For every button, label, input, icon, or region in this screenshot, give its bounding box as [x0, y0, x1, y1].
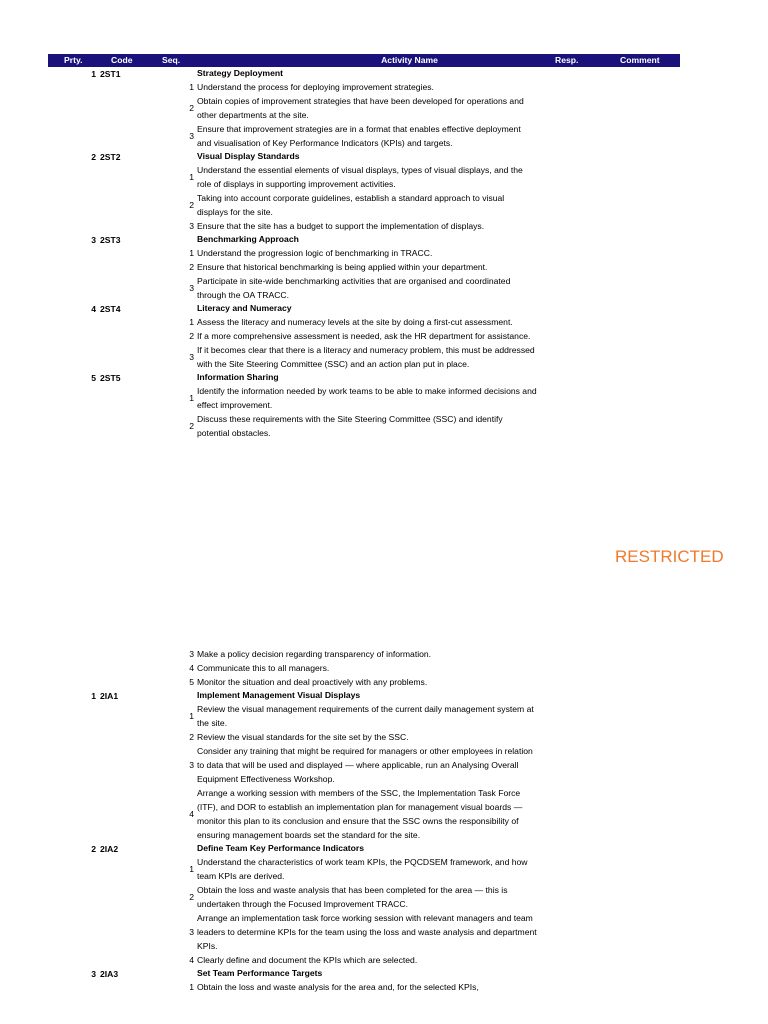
- step-row: [0, 883, 768, 911]
- activity-title: Define Team Key Performance Indicators: [197, 843, 364, 853]
- header-seq: Seq.: [162, 55, 181, 65]
- step-seq: 1: [189, 317, 194, 327]
- activity-code: 2ST1: [100, 68, 121, 79]
- step-row: [0, 315, 768, 329]
- activity-priority: 2: [91, 843, 96, 854]
- step-text: Obtain the loss and waste analysis for the area and, for the selected KPIs,: [197, 982, 479, 992]
- step-row: [0, 274, 768, 302]
- activity-code: 2IA2: [100, 843, 119, 854]
- step-seq: 4: [189, 663, 194, 673]
- activity-title: Set Team Performance Targets: [197, 968, 323, 978]
- activity-title: Literacy and Numeracy: [197, 303, 292, 313]
- step-seq: 1: [189, 82, 194, 92]
- activity-title: Benchmarking Approach: [197, 234, 299, 244]
- step-text: Understand the characteristics of work team KPIs, the PQCDSEM framework, and how team KPIs are derived.: [197, 857, 528, 881]
- activity-title-row: [0, 371, 768, 384]
- activity-code: 2ST4: [100, 303, 121, 314]
- step-seq: 4: [189, 809, 194, 819]
- activity-priority: 3: [91, 968, 96, 979]
- table-header: [48, 54, 680, 67]
- step-text: Review the visual management requirements of the current daily management system at the site.: [197, 704, 534, 728]
- header-code: Code: [111, 55, 133, 65]
- step-row: [0, 855, 768, 883]
- activity-title-row: [0, 67, 768, 80]
- step-text: Ensure that improvement strategies are in a format that enables effective deployment and visualisation of Key Performance Indicators (KPIs) and targets.: [197, 124, 521, 148]
- activity-title: Strategy Deployment: [197, 68, 283, 78]
- activity-title-row: [0, 302, 768, 315]
- step-text: Ensure that the site has a budget to support the implementation of displays.: [197, 221, 485, 231]
- step-seq: 3: [189, 283, 194, 293]
- activity-code: 2IA1: [100, 690, 119, 701]
- activity-title: Visual Display Standards: [197, 151, 300, 161]
- step-text: Assess the literacy and numeracy levels at the site by doing a first-cut assessment.: [197, 317, 513, 327]
- activity-title-row: [0, 233, 768, 246]
- step-seq: 1: [189, 172, 194, 182]
- step-row: [0, 911, 768, 953]
- step-text: Arrange an implementation task force working session with relevant managers and team leaders to determine KPIs for the team using the loss and waste analysis and department KPIs.: [197, 913, 537, 951]
- step-seq: 3: [189, 649, 194, 659]
- step-row: [0, 744, 768, 786]
- step-seq: 2: [189, 732, 194, 742]
- step-seq: 1: [189, 248, 194, 258]
- header-comment: Comment: [620, 55, 660, 65]
- activity-code: 2IA3: [100, 968, 119, 979]
- step-text: Obtain copies of improvement strategies that have been developed for operations and other departments at the site.: [197, 96, 524, 120]
- step-text: Monitor the situation and deal proactively with any problems.: [197, 677, 428, 687]
- step-row: [0, 980, 768, 994]
- activity-title-row: [0, 967, 768, 980]
- step-seq: 1: [189, 864, 194, 874]
- step-seq: 2: [189, 262, 194, 272]
- step-text: Discuss these requirements with the Site Steering Committee (SSC) and identify potential obstacles.: [197, 414, 503, 438]
- activity-code: 2ST5: [100, 372, 121, 383]
- step-text: Understand the progression logic of benchmarking in TRACC.: [197, 248, 433, 258]
- step-text: Communicate this to all managers.: [197, 663, 330, 673]
- step-text: Make a policy decision regarding transparency of information.: [197, 649, 432, 659]
- activity-priority: 1: [91, 690, 96, 701]
- step-row: [0, 191, 768, 219]
- upper-activity-list: [0, 67, 768, 440]
- header-prty: Prty.: [64, 55, 83, 65]
- step-seq: 2: [189, 331, 194, 341]
- step-text: Review the visual standards for the site set by the SSC.: [197, 732, 409, 742]
- step-text: Clearly define and document the KPIs which are selected.: [197, 955, 418, 965]
- step-seq: 5: [189, 677, 194, 687]
- step-seq: 3: [189, 352, 194, 362]
- step-seq: 3: [189, 221, 194, 231]
- step-text: Understand the essential elements of visual displays, types of visual displays, and the role of displays in supporting improvement activities.: [197, 165, 523, 189]
- step-row: [0, 647, 768, 661]
- step-row: [0, 246, 768, 260]
- step-text: Identify the information needed by work teams to be able to make informed decisions and effect improvement.: [197, 386, 537, 410]
- activity-title: Information Sharing: [197, 372, 279, 382]
- lower-activity-list: [0, 647, 768, 994]
- activity-priority: 2: [91, 151, 96, 162]
- step-row: [0, 384, 768, 412]
- header-resp: Resp.: [555, 55, 579, 65]
- activity-priority: 1: [91, 68, 96, 79]
- step-seq: 1: [189, 393, 194, 403]
- step-row: [0, 730, 768, 744]
- step-text: If a more comprehensive assessment is needed, ask the HR department for assistance.: [197, 331, 531, 341]
- step-row: [0, 122, 768, 150]
- activity-title: Implement Management Visual Displays: [197, 690, 361, 700]
- step-seq: 3: [189, 760, 194, 770]
- step-row: [0, 329, 768, 343]
- step-seq: 3: [189, 131, 194, 141]
- step-seq: 3: [189, 927, 194, 937]
- activity-priority: 3: [91, 234, 96, 245]
- step-text: Ensure that historical benchmarking is being applied within your department.: [197, 262, 488, 272]
- restricted-label: RESTRICTED: [615, 547, 724, 566]
- activity-priority: 5: [91, 372, 96, 383]
- step-row: [0, 163, 768, 191]
- step-text: Participate in site-wide benchmarking activities that are organised and coordinated through the OA TRACC.: [197, 276, 511, 300]
- step-row: [0, 953, 768, 967]
- step-row: [0, 702, 768, 730]
- activity-priority: 4: [91, 303, 96, 314]
- activity-code: 2ST3: [100, 234, 121, 245]
- step-row: [0, 412, 768, 440]
- header-activity-name: Activity Name: [381, 55, 438, 65]
- activity-title-row: [0, 689, 768, 702]
- step-text: Arrange a working session with members of the SSC, the Implementation Task Force (ITF), and DOR to establish an implementation plan for management visual boards — monitor this plan to its conclusion and ensure that the SSC owns the responsibility of ensuring management boards set the standard for the site.: [197, 788, 523, 840]
- activity-title-row: [0, 150, 768, 163]
- step-text: If it becomes clear that there is a literacy and numeracy problem, this must be addressed with the Site Steering Committee (SSC) and an action plan put in place.: [197, 345, 535, 369]
- step-seq: 2: [189, 421, 194, 431]
- step-seq: 1: [189, 982, 194, 992]
- step-text: Obtain the loss and waste analysis that has been completed for the area — this is undertaken through the Focused Improvement TRACC.: [197, 885, 508, 909]
- step-row: [0, 94, 768, 122]
- activity-code: 2ST2: [100, 151, 121, 162]
- step-row: [0, 80, 768, 94]
- step-seq: 2: [189, 103, 194, 113]
- step-row: [0, 343, 768, 371]
- step-seq: 4: [189, 955, 194, 965]
- step-row: [0, 786, 768, 842]
- step-text: Understand the process for deploying improvement strategies.: [197, 82, 434, 92]
- step-row: [0, 260, 768, 274]
- step-row: [0, 661, 768, 675]
- step-seq: 2: [189, 892, 194, 902]
- step-text: Taking into account corporate guidelines, establish a standard approach to visual displays for the site.: [197, 193, 505, 217]
- activity-title-row: [0, 842, 768, 855]
- step-text: Consider any training that might be required for managers or other employees in relation to data that will be used and displayed — where applicable, run an Analysing Overall Equipment Effectiveness Workshop.: [197, 746, 533, 784]
- step-seq: 1: [189, 711, 194, 721]
- step-row: [0, 675, 768, 689]
- step-seq: 2: [189, 200, 194, 210]
- step-row: [0, 219, 768, 233]
